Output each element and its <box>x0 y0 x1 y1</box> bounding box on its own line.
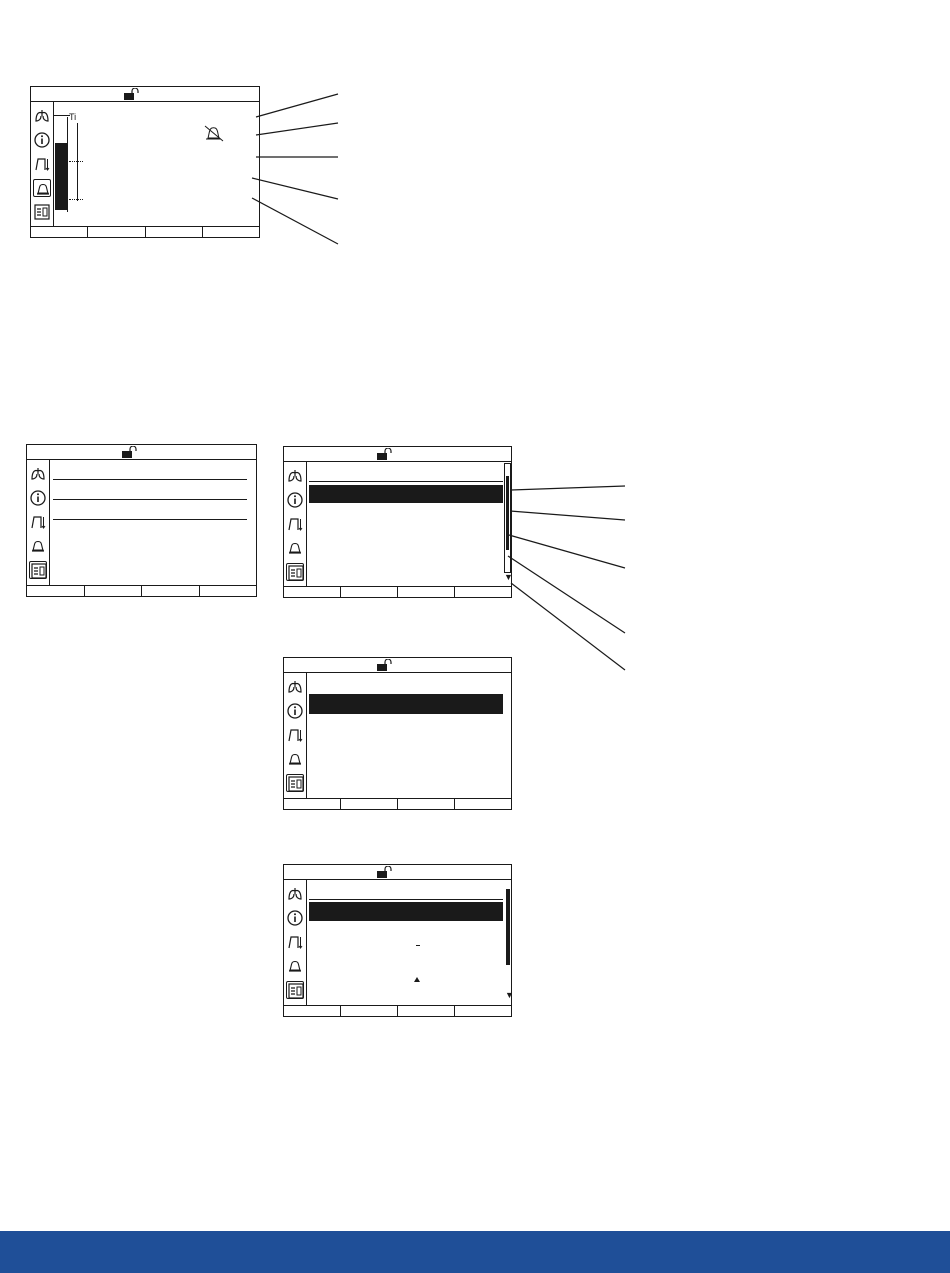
callout-line-8 <box>509 535 625 568</box>
scroll-down-arrow-icon[interactable]: ▼ <box>505 990 514 1000</box>
callout-line-6 <box>511 486 625 490</box>
callout-line-1 <box>256 94 338 117</box>
parameter-label: Ti <box>69 112 77 122</box>
scroll-down-arrow-icon[interactable]: ▼ <box>504 572 513 582</box>
callout-line-4 <box>252 178 338 199</box>
callout-line-5 <box>252 198 338 244</box>
footer-band <box>0 1231 950 1273</box>
callout-line-2 <box>256 123 338 135</box>
callout-line-7 <box>510 511 625 520</box>
